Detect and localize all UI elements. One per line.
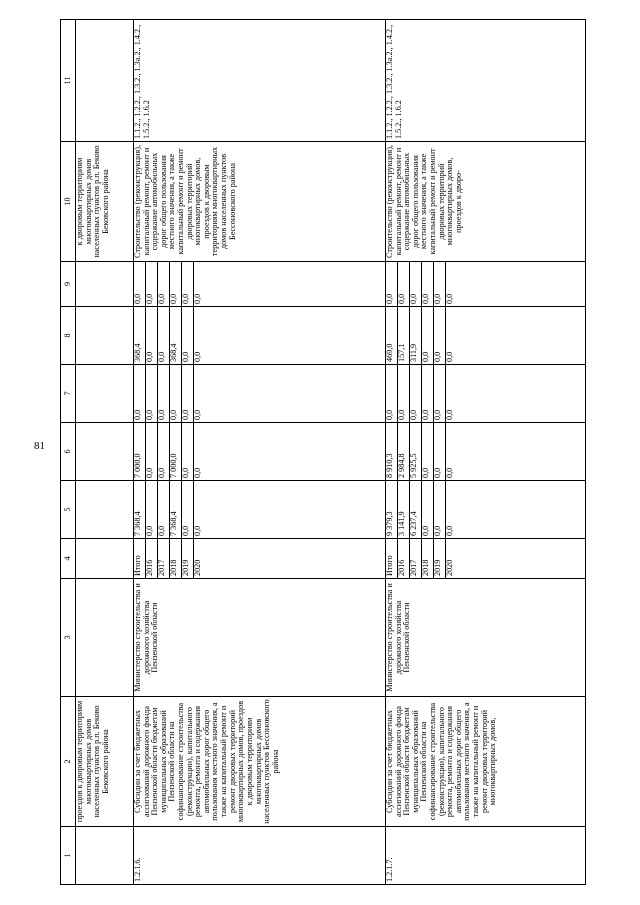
row-executor: Министерство строительства и дорожного хозяйства Пензенской области bbox=[134, 579, 386, 697]
total-cell: 7 368,4 0,0 0,0 7 368,4 0,0 0,0 bbox=[134, 481, 386, 539]
row-description: Субсидии за счет бюджетных ассигнований дорожного фонда Пензенской области бюджетам муниципальных образований Пензенской области на софинансирование строительства (реконструкции), капитального ремонта, ремонта и содержания автомобильных дорог общего пользования местного значения, а также на капитальный ремонт и ремонт дворовых территорий многоквартирных домов, bbox=[386, 697, 586, 827]
column-number-row bbox=[61, 20, 76, 885]
federal-cell: 0,0 0,0 0,0 0,0 0,0 0,0 bbox=[134, 365, 386, 423]
col-header: 10 bbox=[61, 142, 76, 262]
col-header: 7 bbox=[61, 365, 76, 423]
col-header: 8 bbox=[61, 307, 76, 365]
col-header: 4 bbox=[61, 539, 76, 579]
other-cell: 0,0 0,0 0,0 0,0 0,0 0,0 bbox=[386, 262, 586, 307]
table-row bbox=[134, 20, 386, 885]
regional-cell: 7 000,0 0,0 0,0 7 000,0 0,0 0,0 bbox=[134, 423, 386, 481]
years-cell: Итого 2016 2017 2018 2019 2020 bbox=[134, 539, 386, 579]
federal-cell: 0,0 0,0 0,0 0,0 0,0 0,0 bbox=[386, 365, 586, 423]
cont-result: к дворовым территориям многоквартирных домов населенных пунктов р.п. Беково Бековского района bbox=[76, 142, 134, 262]
continuation-row bbox=[76, 20, 134, 885]
local-cell: 469,0 157,1 311,9 0,0 0,0 0,0 bbox=[386, 307, 586, 365]
years-cell: Итого 2016 2017 2018 2019 2020 bbox=[386, 539, 586, 579]
col-header: 2 bbox=[61, 697, 76, 827]
col-header: 5 bbox=[61, 481, 76, 539]
regional-cell: 8 910,3 2 984,8 5 925,5 0,0 0,0 0,0 bbox=[386, 423, 586, 481]
program-table bbox=[60, 19, 586, 885]
page-number: 81 bbox=[34, 440, 45, 452]
col-header: 11 bbox=[61, 20, 76, 142]
col-header: 3 bbox=[61, 579, 76, 697]
col-header: 1 bbox=[61, 827, 76, 885]
col-header: 9 bbox=[61, 262, 76, 307]
table-row bbox=[386, 20, 586, 885]
row-result: Строительство (реконструкция), капитальный ремонт, ремонт и содержание автомобильных дорог общего пользования местного значения, а также капитальный ремонт и ремонт дворовых территорий многоквартирных домов, проездов к дворо- bbox=[386, 142, 586, 262]
row-executor: Министерство строительства и дорожного хозяйства Пензенской области bbox=[386, 579, 586, 697]
row-indicators: 1.1.2., 1.2.2., 1.3.2., 1.3а.2., 1.4.2., 1.5.2., 1.6.2 bbox=[386, 20, 586, 142]
row-result: Строительство (реконструкция), капитальный ремонт, ремонт и содержание автомобильных дорог общего пользования местного значения, а также капитальный ремонт и ремонт дворовых территорий многоквартирных домов, проездов к дворовым территориям многоквартирных домов населенных пунктов Бессоновского района bbox=[134, 142, 386, 262]
total-cell: 9 379,3 3 141,9 6 237,4 0,0 0,0 0,0 bbox=[386, 481, 586, 539]
col-header: 6 bbox=[61, 423, 76, 481]
row-description: Субсидии за счет бюджетных ассигнований дорожного фонда Пензенской области бюджетам муниципальных образований Пензенской области на софинансирование строительства (реконструкции), капитального ремонта, ремонта и содержания автомобильных дорог общего пользования местного значения, а также на капитальный ремонт и ремонт дворовых территорий многоквартирных домов, проездов к дворовым территориям многоквартирных домов населенных пунктов Бессоновского района bbox=[134, 697, 386, 827]
row-number: 1.2.1.6. bbox=[134, 827, 386, 885]
other-cell: 0,0 0,0 0,0 0,0 0,0 0,0 bbox=[134, 262, 386, 307]
local-cell: 368,4 0,0 0,0 368,4 0,0 0,0 bbox=[134, 307, 386, 365]
row-indicators: 1.1.2., 1.2.2., 1.3.2., 1.3а.2., 1.4.2., 1.5.2., 1.6.2 bbox=[134, 20, 386, 142]
rotated-table-area bbox=[60, 20, 620, 885]
cont-desc: проездов к дворовым территориям многоквартирных домов населенных пунктов р.п. Беково Бековского района bbox=[76, 697, 134, 827]
row-number: 1.2.1.7. bbox=[386, 827, 586, 885]
